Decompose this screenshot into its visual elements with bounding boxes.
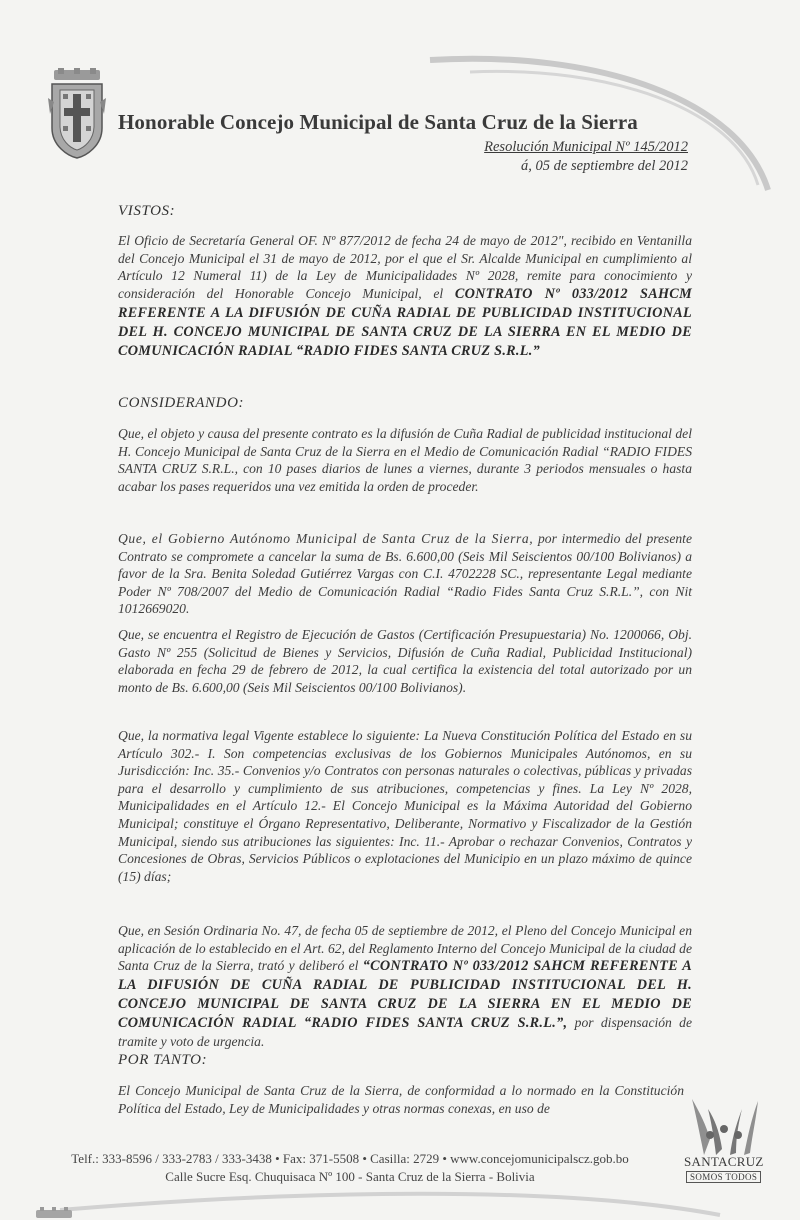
paragraph-vistos-text: El Oficio de Secretaría General OF. Nº 877/2012 de fecha 24 de mayo de 2012", recibido en Ventanilla del Concejo Municipal el 31 de mayo de 2012, por el que el Sr. Alcalde Municipal en cumplimiento al Artículo 12 Numeral 11) de la Ley de Municipalidades Nº 2028, remite para conocimiento y consideración del Honorable Concejo Municipal, el xyxy=(118,233,692,301)
paragraph-gobierno-rest: por intermedio del presente Contrato se compromete a cancelar la suma de Bs. 6.600,00 (Seis Mil Seiscientos 00/100 Bolivianos) a favor de la Sra. Benita Soledad Gutiérrez Vargas con C.I. 4702228 SC., representante Legal mediante Poder Nº 708/2007 del Medio de Comunicación Radial “Radio Fides Santa Cruz S.R.L.”, con Nit 1012669020. xyxy=(118,531,692,617)
heading-por-tanto: POR TANTO: xyxy=(118,1052,208,1068)
heading-considerando: CONSIDERANDO: xyxy=(118,395,245,411)
organization-title: Honorable Concejo Municipal de Santa Cruz de la Sierra xyxy=(118,110,638,134)
coat-of-arms-icon xyxy=(46,68,108,160)
paragraph-registro: Que, se encuentra el Registro de Ejecución de Gastos (Certificación Presupuestaria) No. 1200066, Obj. Gasto Nº 255 (Solicitud de Bienes y Servicios, Difusión de Cuña Radial, Publicidad Institucional) elaborada en fecha 29 de febrero de 2012, la cual certifica la existencia del total autorizado por un monto de Bs. 6.600,00 (Seis Mil Seiscientos 00/100 Bolivianos). xyxy=(118,627,692,695)
paragraph-gobierno xyxy=(118,530,692,618)
resolution-number: Resolución Municipal Nº 145/2012 xyxy=(484,139,688,155)
contract-title-bold: CONTRATO Nº 033/2012 SAHCM REFERENTE A LA DIFUSIÓN DE CUÑA RADIAL DE PUBLICIDAD INSTITUCIONAL DEL H. CONCEJO MUNICIPAL DE SANTA CRUZ DE LA SIERRA EN EL MEDIO DE COMUNICACIÓN RADIAL “RADIO FIDES SANTA CRUZ S.R.L.” xyxy=(118,285,692,359)
santa-cruz-logo-icon xyxy=(690,1095,760,1157)
heading-vistos: VISTOS: xyxy=(118,203,176,219)
footer-contact: Telf.: 333-8596 / 333-2783 / 333-3438 • Fax: 371-5508 • Casilla: 2729 • www.concejomunicipalscz.gob.bo xyxy=(71,1151,629,1166)
paragraph-sesion-text: Que, en Sesión Ordinaria No. 47, de fecha 05 de septiembre de 2012, el Pleno del Concejo Municipal en aplicación de lo establecido en el Art. 62, del Reglamento Interno del Concejo Municipal de la ciudad de Santa Cruz de la Sierra, trató y deliberó el xyxy=(118,923,692,974)
contract-title-bold-2: “CONTRATO Nº 033/2012 SAHCM REFERENTE A LA DIFUSIÓN DE CUÑA RADIAL DE PUBLICIDAD INSTITUCIONAL DEL H. CONCEJO MUNICIPAL DE SANTA CRUZ DE LA SIERRA EN EL MEDIO DE COMUNICACIÓN RADIAL “RADIO FIDES SANTA CRUZ S.R.L.”, xyxy=(118,958,692,1032)
logo-name: SANTACRUZ xyxy=(684,1154,764,1169)
logo-tagline: SOMOS TODOS xyxy=(686,1171,761,1183)
paragraph-normativa: Que, la normativa legal Vigente establece lo siguiente: La Nueva Constitución Política del Estado en su Artículo 302.- I. Son competencias exclusivas de los Gobiernos Municipales Autónomos, en su Jurisdicción: Inc. 35.- Convenios y/o Contratos con personas naturales o colectivas, públicas y privadas para el desarrollo y cumplimiento de sus atribuciones, competencias y fines. La Ley Nº 2028, Municipalidades en el Artículo 12.- El Concejo Municipal es la Máxima Autoridad del Gobierno Municipal; constituye el Órgano Representativo, Deliberante, Normativo y Fiscalizador de la Gestión Municipal, siendo sus atribuciones las siguientes: Inc. 11.- Aprobar o rechazar Convenios, Contratos y Concesiones de Obras, Servicios Públicos o explotaciones del Municipio en un plazo máximo de quince (15) días; xyxy=(118,728,692,884)
paragraph-gobierno-lead: Que, el Gobierno Autónomo Municipal de Santa Cruz de la Sierra, xyxy=(118,531,534,546)
paragraph-vistos xyxy=(118,232,692,361)
paragraph-sesion-tail: por dispensación de tramite y voto de urgencia. xyxy=(118,1015,692,1050)
paragraph-por-tanto: El Concejo Municipal de Santa Cruz de la Sierra, de conformidad a lo normado en la Constitución Política del Estado, Ley de Municipalidades y otras normas conexas, en uso de xyxy=(118,1083,684,1116)
paragraph-objeto: Que, el objeto y causa del presente contrato es la difusión de Cuña Radial de publicidad institucional del H. Concejo Municipal de Santa Cruz de la Sierra en el Medio de Comunicación Radial “RADIO FIDES SANTA CRUZ S.R.L., con 10 pases diarios de lunes a viernes, durante 3 periodos mensuales o hasta acabar los pases requeridos una vez emitida la orden de proceder. xyxy=(118,426,692,494)
bottom-crest-icon xyxy=(34,1206,74,1220)
footer-address: Calle Sucre Esq. Chuquisaca Nº 100 - Santa Cruz de la Sierra - Bolivia xyxy=(165,1169,535,1184)
paragraph-sesion xyxy=(118,922,692,1051)
resolution-date: á, 05 de septiembre del 2012 xyxy=(521,158,688,174)
